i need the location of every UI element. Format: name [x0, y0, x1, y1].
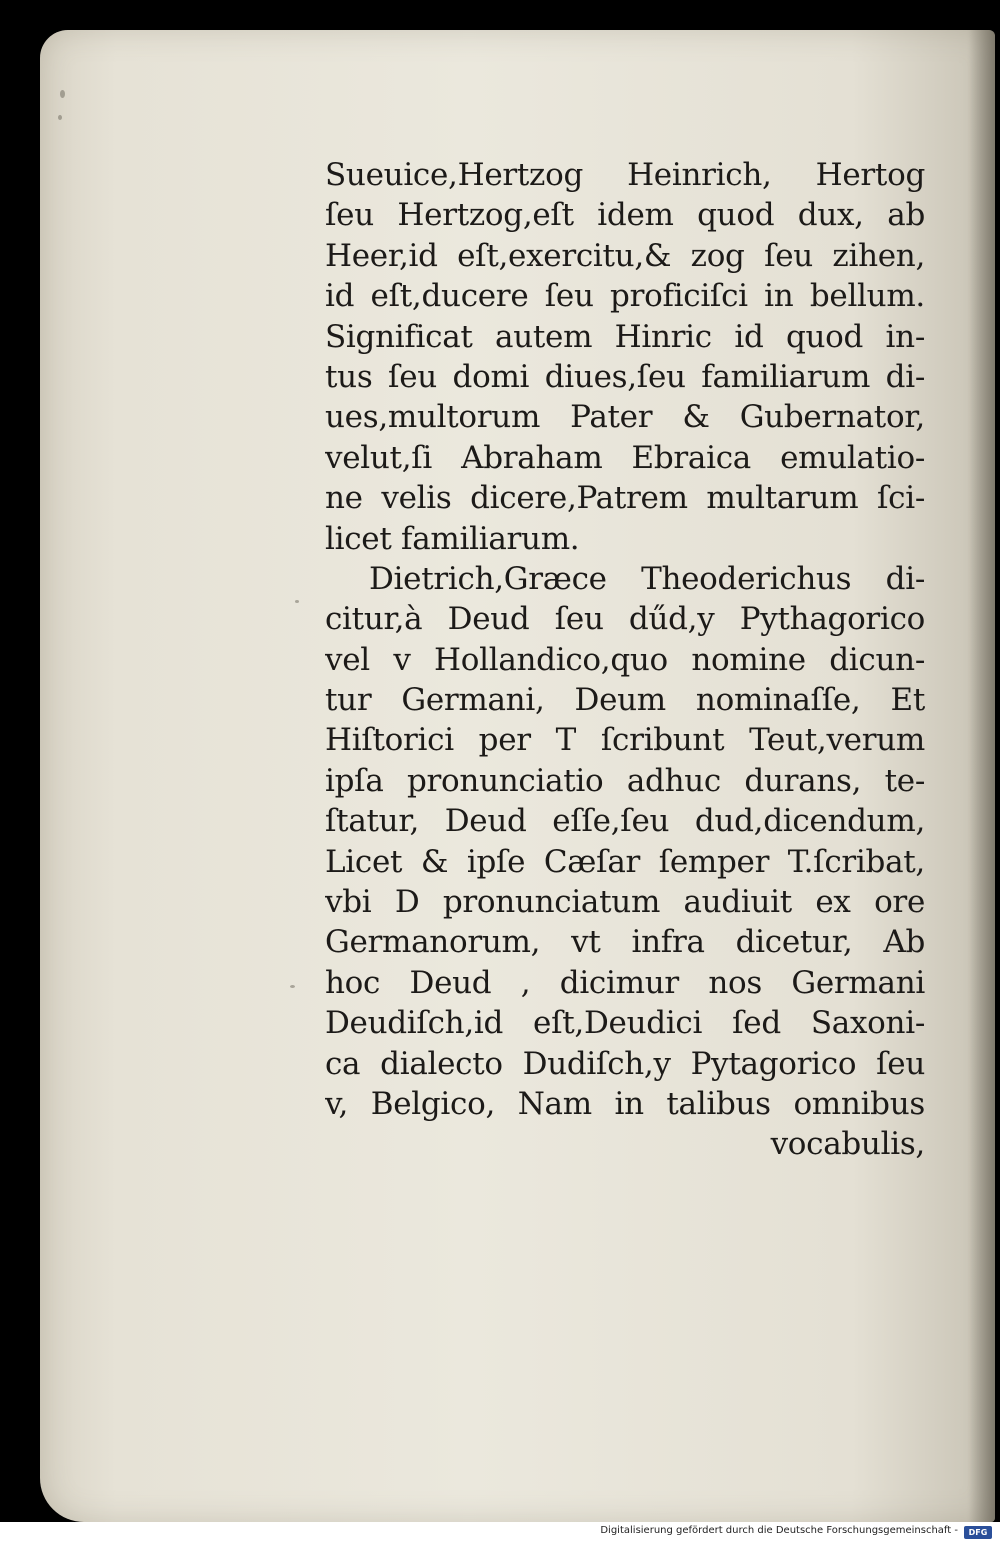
- text-line: tur Germani, Deum nominaſſe, Et: [325, 682, 925, 719]
- footer-bar: [0, 1522, 1000, 1543]
- paper-speck: [60, 90, 65, 98]
- text-line: v, Belgico, Nam in talibus omnibus: [325, 1085, 925, 1122]
- text-line: velut,ſi Abraham Ebraica emulatio-: [325, 439, 925, 476]
- text-line: id eſt,ducere ſeu proficiſci in bellum.: [325, 278, 925, 315]
- latin-text-block: [325, 155, 925, 1165]
- text-line: ipſa pronunciatio adhuc durans, te-: [325, 762, 925, 799]
- text-line: vel v Hollandico,quo nomine dicun-: [325, 641, 925, 678]
- text-line: licet familiarum.: [325, 520, 580, 557]
- text-line: vbi D pronunciatum audiuit ex ore: [325, 884, 925, 921]
- text-line: ne velis dicere,Patrem multarum ſci-: [325, 480, 925, 517]
- text-line: Significat autem Hinric id quod in-: [325, 318, 925, 355]
- text-line: Heer,id eſt,exercitu,& zog ſeu zihen,: [325, 237, 925, 274]
- paper-speck: [290, 985, 295, 988]
- text-line: ſtatur, Deud eſſe,ſeu dud,dicendum,: [325, 803, 925, 840]
- footer-credit: Digitalisierung gefördert durch die Deutsche Forschungsgemeinschaft -: [600, 1525, 958, 1536]
- text-line: ſeu Hertzog,eſt idem quod dux, ab: [325, 197, 925, 234]
- paper-speck: [295, 600, 299, 603]
- book-page: [40, 30, 995, 1522]
- text-line: Deudiſch,id eſt,Deudici ſed Saxoni-: [325, 1005, 925, 1042]
- text-line: ca dialecto Dudiſch,y Pytagorico ſeu: [325, 1045, 925, 1082]
- paper-speck: [58, 115, 62, 120]
- text-line: Hiſtorici per T ſcribunt Teut,verum: [325, 722, 925, 759]
- text-line: Germanorum, vt infra dicetur, Ab: [325, 924, 925, 961]
- text-line: tus ſeu domi diues,ſeu familiarum di-: [325, 358, 925, 395]
- text-line: hoc Deud , dicimur nos Germani: [325, 964, 925, 1001]
- text-line: Dietrich,Græce Theoderichus di-: [369, 560, 925, 597]
- text-line: Sueuice,Hertzog Heinrich, Hertog: [325, 157, 925, 193]
- text-line: Licet & ipſe Cæſar ſemper T.ſcribat,: [325, 843, 925, 880]
- text-line: citur,à Deud ſeu dűd,y Pythagorico: [325, 601, 925, 638]
- catchword: vocabulis,: [770, 1126, 925, 1163]
- text-line: ues,multorum Pater & Gubernator,: [325, 399, 925, 436]
- dfg-logo-icon: DFG: [964, 1526, 992, 1539]
